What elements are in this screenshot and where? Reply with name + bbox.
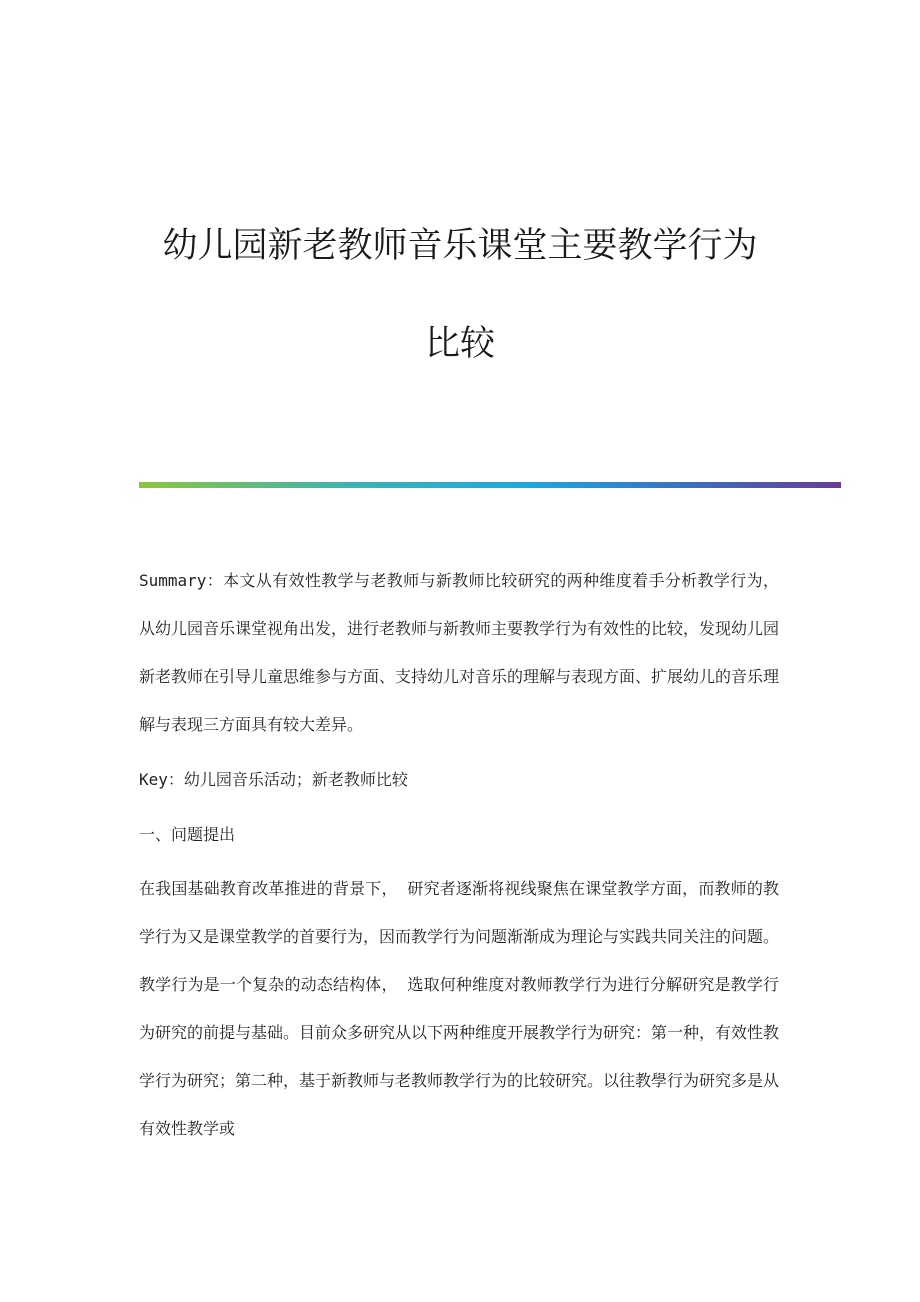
keywords-line: Key：幼儿园音乐活动；新老教师比较 — [139, 770, 408, 789]
document-title-line-2: 比较 — [424, 324, 495, 364]
section-heading: 一、问题提出 — [139, 825, 236, 844]
summary-paragraph: Summary：本文从有效性教学与老教师与新教师比较研究的两种维度着手分析教学行为，从幼儿园音乐课堂视角出发，进行老教师与新教师主要教学行为有效性的比较，发现幼儿园新老教师在引导儿童思维参与方面、支持幼儿对音乐的理解与表现方面、扩展幼儿的音乐理解与表现三方面具有较大差异。 — [139, 571, 780, 734]
gradient-divider — [139, 482, 841, 488]
body-paragraph: 在我国基础教育改革推进的背景下， 研究者逐渐将视线聚焦在课堂教学方面，而教师的教学行为又是课堂教学的首要行为，因而教学行为问题渐渐成为理论与实践共同关注的问题。教学行为是一个复杂的动态结构体， 选取何种维度对教师教学行为进行分解研究是教学行为研究的前提与基础。目前众多研究从以下两种维度开展教学行为研究：第一种，有效性教学行为研究；第二种，基于新教师与老教师教学行为的比较研究。以往教學行为研究多是从有效性教学或 — [139, 879, 780, 1138]
document-title-line-1: 幼儿园新老教师音乐课堂主要教学行为 — [162, 226, 758, 266]
